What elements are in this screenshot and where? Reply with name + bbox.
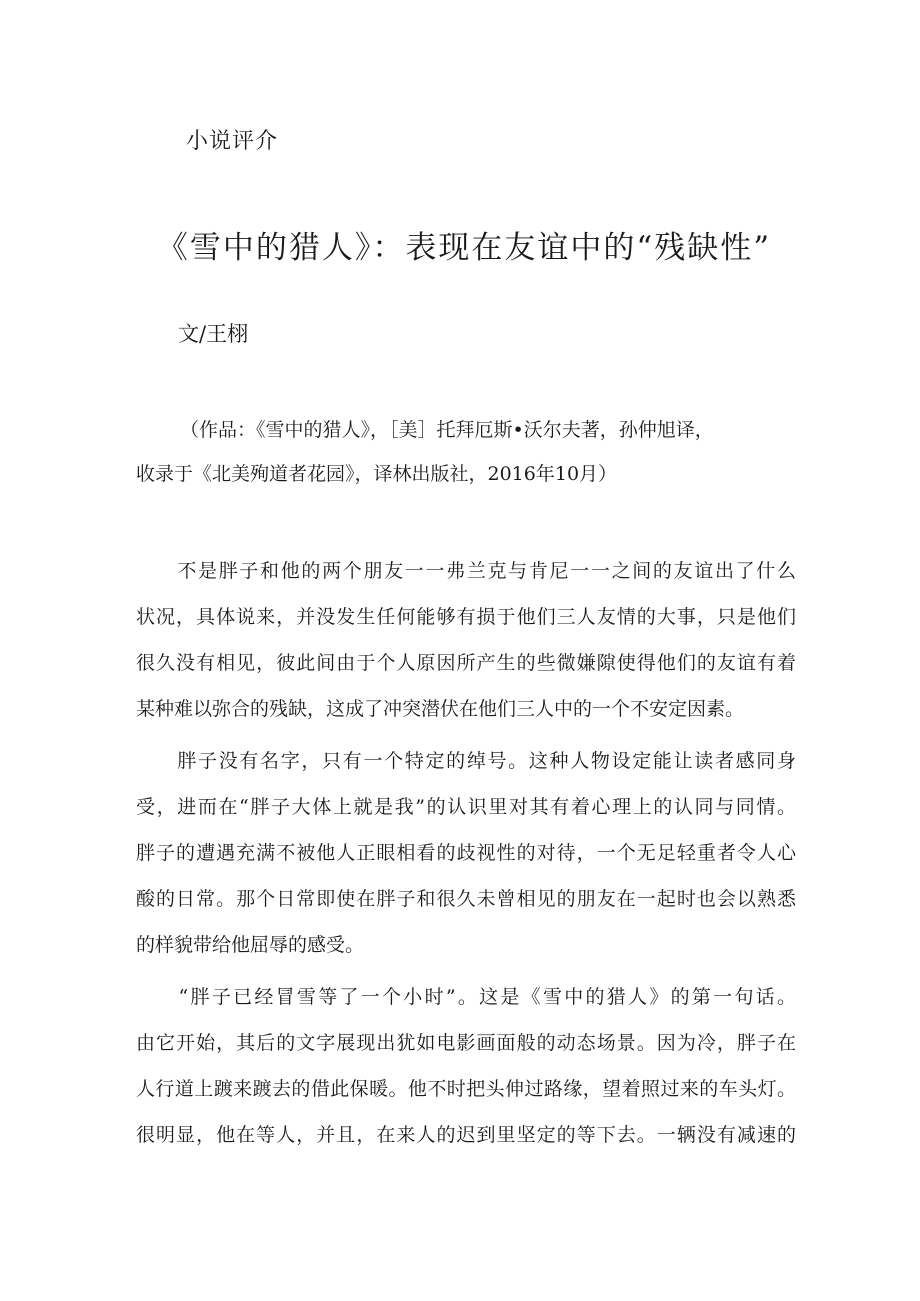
article-body (136, 548, 796, 1164)
paragraph-line: 酸的日常。那个日常即使在胖子和很久未曾相见的朋友在一起时也会以熟悉 (136, 888, 796, 910)
paragraph-line: 某种难以弥合的残缺，这成了冲突潜伏在他们三人中的一个不安定因素。 (136, 698, 745, 720)
paragraph-line: 由它开始，其后的文字展现出犹如电影画面般的动态场景。因为冷，胖子在 (136, 1032, 796, 1054)
author-byline: 文/王栩 (178, 322, 249, 346)
section-label: 小说评介 (186, 129, 279, 154)
paragraph-line: 状况，具体说来，并没发生任何能够有损于他们三人友情的大事，只是他们 (136, 606, 796, 628)
paragraph-1 (136, 548, 796, 732)
paragraph-3 (136, 974, 796, 1158)
paragraph-line: 胖子没有名字，只有一个特定的绰号。这种人物设定能让读者感同身 (136, 750, 796, 772)
paragraph-line: “胖子已经冒雪等了一个小时”。这是《雪中的猎人》的第一句话。 (136, 986, 796, 1008)
paragraph-line: 受，进而在“胖子大体上就是我”的认识里对其有着心理上的认同与同情。 (136, 796, 796, 818)
source-line-2: 收录于《北美殉道者花园》，译林出版社，2016年10月） (136, 463, 618, 485)
source-line-1: （作品：《雪中的猎人》，［美］托拜厄斯•沃尔夫著，孙仲旭译， (180, 419, 714, 441)
source-citation (136, 408, 796, 496)
paragraph-line: 不是胖子和他的两个朋友一一弗兰克与肯尼一一之间的友谊出了什么 (136, 560, 796, 582)
paragraph-line: 的样貌带给他屈辱的感受。 (136, 934, 365, 956)
article-title: 《雪中的猎人》：表现在友谊中的“残缺性” (156, 230, 772, 266)
paragraph-2 (136, 738, 796, 968)
paragraph-line: 人行道上踱来踱去的借此保暖。他不时把头伸过路缘，望着照过来的车头灯。 (136, 1078, 796, 1100)
paragraph-line: 很久没有相见，彼此间由于个人原因所产生的些微嫌隙使得他们的友谊有着 (136, 652, 796, 674)
paragraph-line: 胖子的遭遇充满不被他人正眼相看的歧视性的对待，一个无足轻重者令人心 (136, 842, 796, 864)
paragraph-line: 很明显，他在等人，并且，在来人的迟到里坚定的等下去。一辆没有减速的 (136, 1124, 796, 1146)
